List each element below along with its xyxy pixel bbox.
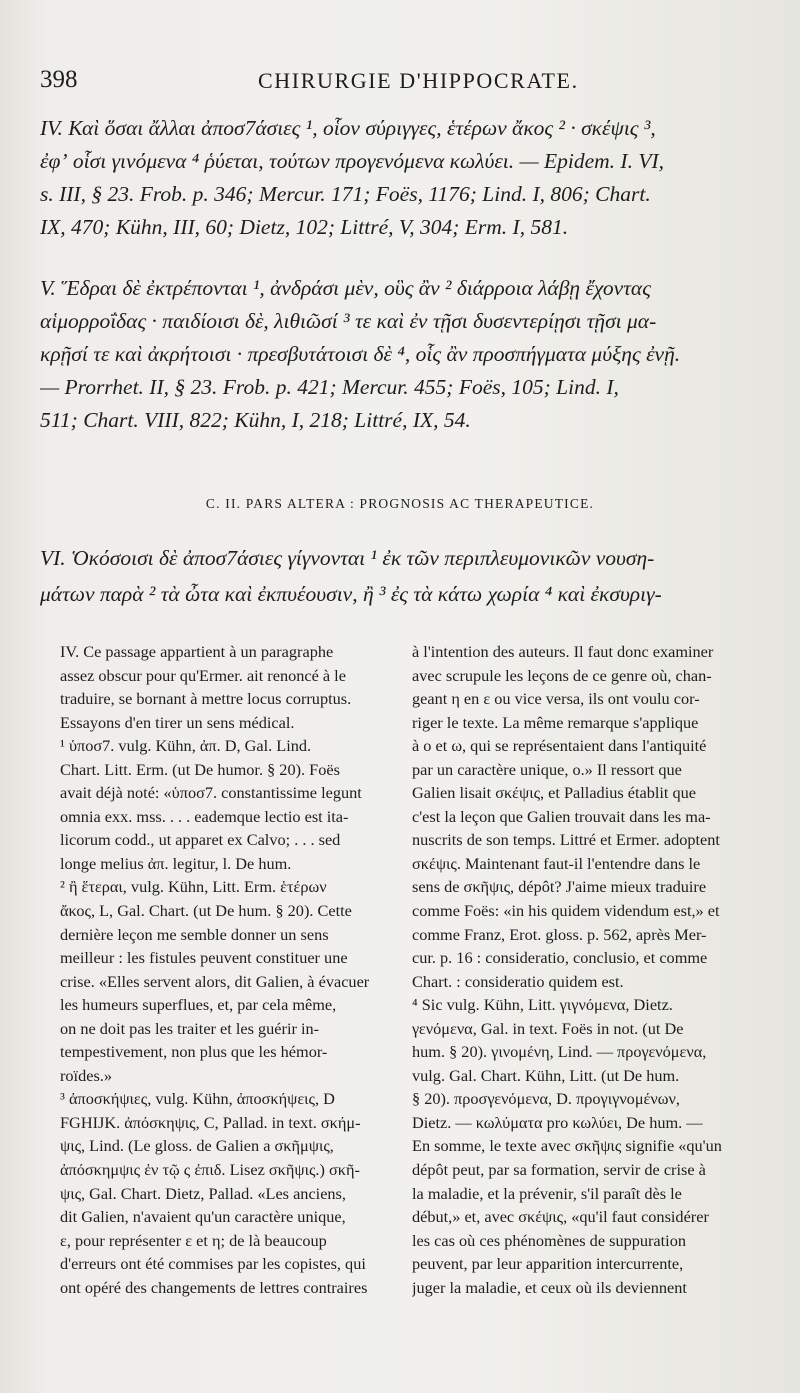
note-line: assez obscur pour qu'Ermer. ait renoncé à le xyxy=(60,665,346,685)
note-line: ψις, Gal. Chart. Dietz, Pallad. «Les anciens, xyxy=(60,1183,346,1203)
note-line: § 20). προσγενόμενα, D. προγιγνομένων, xyxy=(412,1089,680,1109)
note-line: vulg. Gal. Chart. Kühn, Litt. (ut De hum. xyxy=(412,1065,680,1085)
note-line: peuvent, par leur apparition intercurrente, xyxy=(412,1254,684,1274)
note-line: dit Galien, n'avaient qu'un caractère unique, xyxy=(60,1207,346,1227)
note-line: d'erreurs ont été commises par les copistes, qui xyxy=(60,1254,366,1274)
note-line: omnia exx. mss. . . . eademque lectio est ita- xyxy=(60,806,349,826)
section-v-text xyxy=(40,272,770,437)
note-line: juger la maladie, et ceux où ils deviennent xyxy=(412,1277,687,1297)
note-line: Chart. : consideratio quidem est. xyxy=(412,971,624,991)
note-line: roïdes.» xyxy=(60,1065,112,1085)
text-line: IX, 470; Kühn, III, 60; Dietz, 102; Littré, V, 304; Erm. I, 581. xyxy=(40,215,569,239)
note-line: ² ἢ ἕτεραι, vulg. Kühn, Litt. Erm. ἑτέρων xyxy=(60,877,327,897)
note-line: En somme, le texte avec σκῆψις signifie «qu'un xyxy=(412,1136,722,1156)
notes-column-right xyxy=(412,640,768,1299)
note-line: la maladie, et la prévenir, s'il paraît dès le xyxy=(412,1183,682,1203)
note-line: geant η en ε ou vice versa, ils ont voulu cor- xyxy=(412,689,700,709)
note-line: on ne doit pas les traiter et les guérir in- xyxy=(60,1018,320,1038)
note-line: à o et ω, qui se représentaient dans l'antiquité xyxy=(412,736,707,756)
note-line: Dietz. — κωλύματα pro κωλύει, De hum. — xyxy=(412,1112,703,1132)
notes-column-left xyxy=(60,640,390,1299)
note-line: dernière leçon me semble donner un sens xyxy=(60,924,329,944)
note-line: avait déjà noté: «ὑποσ7. constantissime legunt xyxy=(60,783,362,803)
note-line: par un caractère unique, o.» Il ressort que xyxy=(412,759,682,779)
note-line: début,» et, avec σκέψις, «qu'il faut considérer xyxy=(412,1207,709,1227)
note-line: γενόμενα, Gal. in text. Foës in not. (ut De xyxy=(412,1018,684,1038)
note-line: IV. Ce passage appartient à un paragraphe xyxy=(60,642,334,661)
note-line: riger le texte. La même remarque s'applique xyxy=(412,712,699,732)
note-line: Essayons d'en tirer un sens médical. xyxy=(60,712,295,732)
note-line: ¹ ὑποσ7. vulg. Kühn, ἀπ. D, Gal. Lind. xyxy=(60,736,312,756)
page-number: 398 xyxy=(40,66,78,93)
note-line: les cas où ces phénomènes de suppuration xyxy=(412,1230,686,1250)
text-line: — Prorrhet. II, § 23. Frob. p. 421; Mercur. 455; Foës, 105; Lind. I, xyxy=(40,375,619,399)
section-heading: C. II. PARS ALTERA : PROGNOSIS AC THERAPEUTICE. xyxy=(205,496,595,511)
section-vi-text xyxy=(40,540,770,612)
text-line: VI. Ὁκόσοισι δὲ ἀποσ7άσιες γίγνονται ¹ ἐκ τῶν περιπλευμονικῶν νουση- xyxy=(40,546,655,570)
note-line: ψις, Lind. (Le gloss. de Galien a σκῆμψις, xyxy=(60,1136,334,1156)
text-line: 511; Chart. VIII, 822; Kühn, I, 218; Littré, IX, 54. xyxy=(40,408,471,432)
section-iv-text xyxy=(40,112,770,244)
note-line: cur. p. 16 : consideratio, conclusio, et comme xyxy=(412,948,708,968)
note-line: comme Franz, Erot. gloss. p. 562, après Mer- xyxy=(412,924,707,944)
page-header xyxy=(40,66,772,100)
note-line: dépôt peut, par sa formation, servir de crise à xyxy=(412,1160,706,1180)
note-line: ⁴ Sic vulg. Kühn, Litt. γιγνόμενα, Dietz. xyxy=(412,995,673,1015)
note-line: comme Foës: «in his quidem videndum est,» et xyxy=(412,901,720,921)
running-title: CHIRURGIE D'HIPPOCRATE. xyxy=(258,68,579,93)
note-line: nuscrits de son temps. Littré et Ermer. adoptent xyxy=(412,830,720,850)
note-line: hum. § 20). γινομένη, Lind. — προγενόμενα, xyxy=(412,1042,707,1062)
note-line: ont opéré des changements de lettres contraires xyxy=(60,1277,368,1297)
text-line: s. III, § 23. Frob. p. 346; Mercur. 171; Foës, 1176; Lind. I, 806; Chart. xyxy=(40,182,651,206)
text-line: κρῇσί τε καὶ ἀκρήτοισι · πρεσβυτάτοισι δὲ ⁴, οἷς ἂν προσπήγματα μύξης ἐνῇ. xyxy=(40,342,681,366)
text-line: αἱμορροΐδας · παιδίοισι δὲ, λιθιῶσί ³ τε καὶ ἐν τῇσι δυσεντερίῃσι τῇσι μα- xyxy=(40,309,657,333)
text-line: ἐφʼ οἷσι γινόμενα ⁴ ῥύεται, τούτων προγενόμενα κωλύει. — Epidem. I. VI, xyxy=(40,149,665,173)
note-line: à l'intention des auteurs. Il faut donc examiner xyxy=(412,642,714,661)
note-line: FGHIJK. ἀπόσκηψις, C, Pallad. in text. σκήμ- xyxy=(60,1112,361,1132)
note-line: avec scrupule les leçons de ce genre où, chan- xyxy=(412,665,712,685)
text-line: μάτων παρὰ ² τὰ ὦτα καὶ ἐκπυέουσιν, ἢ ³ ἐς τὰ κάτω χωρία ⁴ καὶ ἐκσυριγ- xyxy=(40,582,662,606)
text-line: V. Ἕδραι δὲ ἐκτρέπονται ¹, ἀνδράσι μὲν, οὓς ἂν ² διάρροια λάβῃ ἔχοντας xyxy=(40,276,651,300)
note-line: longe melius ἀπ. legitur, l. De hum. xyxy=(60,853,292,873)
note-line: traduire, se bornant à mettre locus corruptus. xyxy=(60,689,352,709)
note-line: c'est la leçon que Galien trouvait dans les ma- xyxy=(412,806,711,826)
note-line: les humeurs superflues, et, par cela même, xyxy=(60,995,337,1015)
note-line: licorum codd., ut apparet ex Calvo; . . . sed xyxy=(60,830,341,850)
note-line: sens de σκῆψις, dépôt? J'aime mieux traduire xyxy=(412,877,707,897)
note-line: Chart. Litt. Erm. (ut De humor. § 20). Foës xyxy=(60,759,340,779)
note-line: ³ ἀποσκήψιες, vulg. Kühn, ἀποσκήψεις, D xyxy=(60,1089,335,1109)
note-line: crise. «Elles servent alors, dit Galien, à évacuer xyxy=(60,971,370,991)
note-line: Galien lisait σκέψις, et Palladius établit que xyxy=(412,783,697,803)
note-line: meilleur : les fistules peuvent constituer une xyxy=(60,948,348,968)
note-line: tempestivement, non plus que les hémor- xyxy=(60,1042,328,1062)
note-line: ἄκος, L, Gal. Chart. (ut De hum. § 20). Cette xyxy=(60,901,352,921)
note-line: ἀπόσκημψις ἐν τῷ ς ἐπιδ. Lisez σκῆψις.) σκῆ- xyxy=(60,1160,360,1180)
text-line: IV. Καὶ ὅσαι ἄλλαι ἀποσ7άσιες ¹, οἷον σύριγγες, ἑτέρων ἄκος ² · σκέψις ³, xyxy=(40,116,656,140)
note-line: σκέψις. Maintenant faut-il l'entendre dans le xyxy=(412,853,701,873)
note-line: ε, pour représenter ε et η; de là beaucoup xyxy=(60,1230,327,1250)
